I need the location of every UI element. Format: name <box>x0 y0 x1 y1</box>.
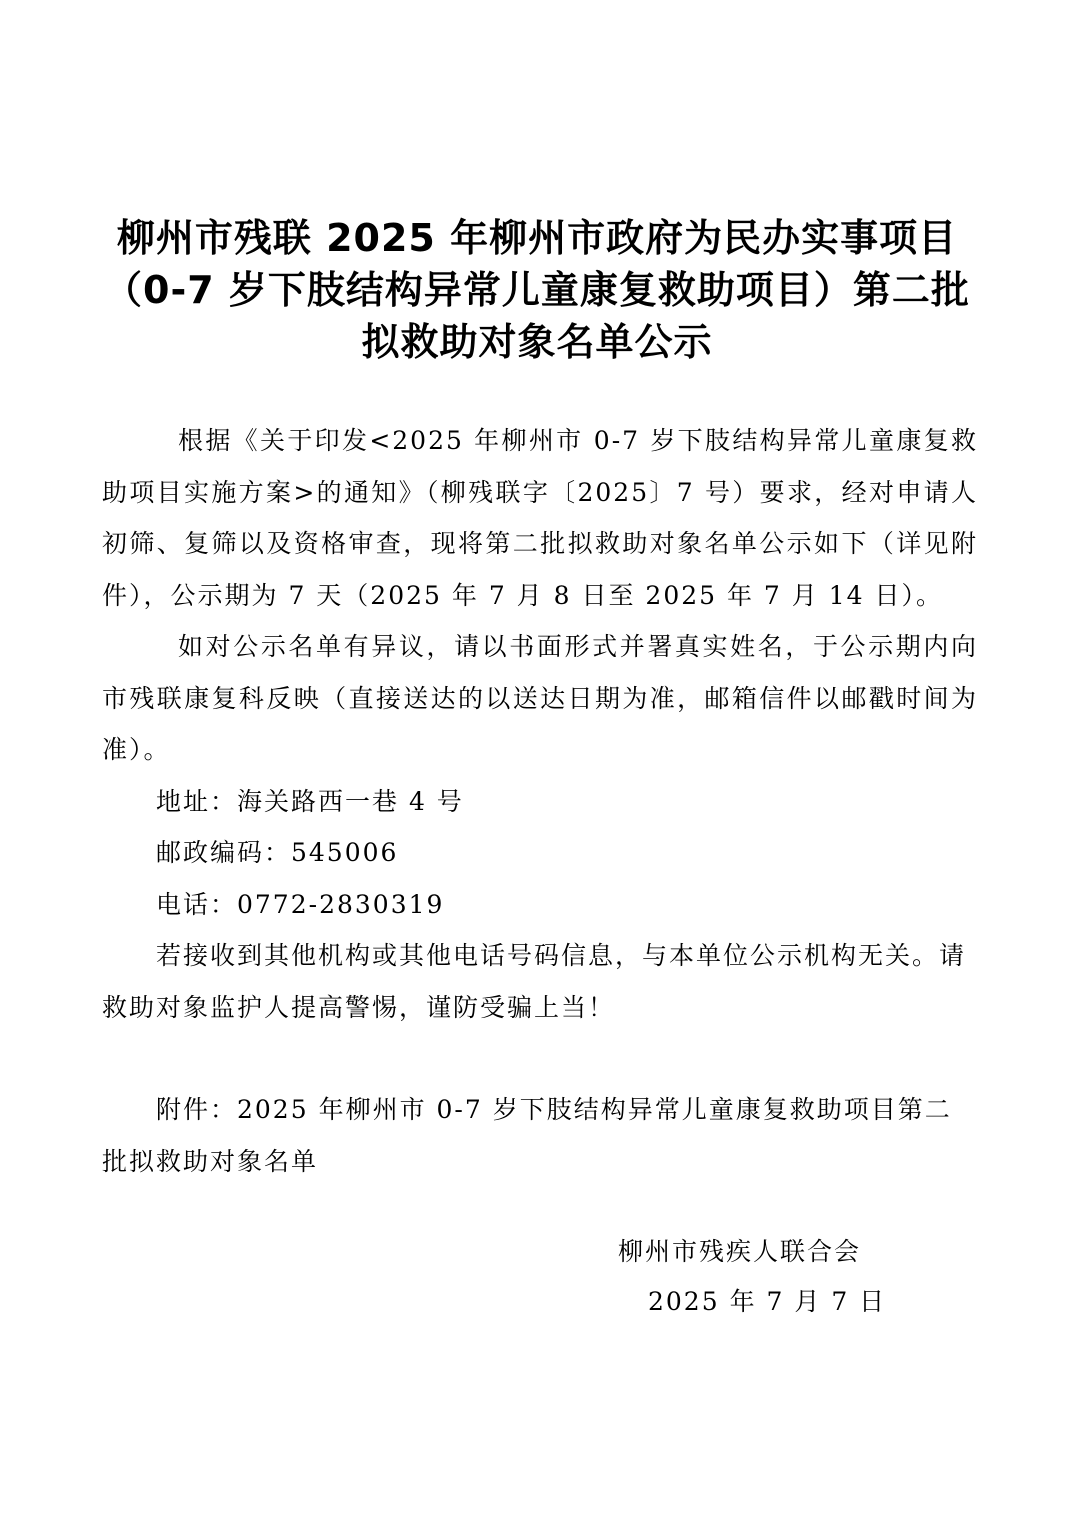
issuing-organization: 柳州市残疾人联合会 <box>618 1237 862 1266</box>
postcode-line: 邮政编码：545006 <box>156 838 399 867</box>
title-line-3: 拟救助对象名单公示 <box>361 320 713 364</box>
fraud-warning: 若接收到其他机构或其他电话号码信息，与本单位公示机构无关。请救助对象监护人提高警惕，谨防受骗上当！ <box>102 941 967 1022</box>
document-title <box>0 212 1074 368</box>
phone-line: 电话：0772-2830319 <box>156 889 445 919</box>
paragraph-objection: 如对公示名单有异议，请以书面形式并署真实姓名，于公示期内向市残联康复科反映（直接送达的以送达日期为准，邮箱信件以邮戳时间为准）。 <box>102 632 978 764</box>
issue-date: 2025 年 7 月 7 日 <box>648 1287 887 1316</box>
paragraph-basis: 根据《关于印发<2025 年柳州市 0-7 岁下肢结构异常儿童康复救助项目实施方案>的通知》（柳残联字〔2025〕7 号）要求，经对申请人初筛、复筛以及资格审查，现将第二批拟救助对象名单公示如下（详见附件），公示期为 7 天（2025 年 7 月 8 日至 2025 年 7 月 14 日）。 <box>102 426 978 610</box>
title-line-1: 柳州市残联 2025 年柳州市政府为民办实事项目 <box>116 216 958 260</box>
document-body <box>102 415 978 1187</box>
signature-block <box>600 1227 900 1327</box>
spacer <box>102 1033 978 1084</box>
attachment-note: 附件：2025 年柳州市 0-7 岁下肢结构异常儿童康复救助项目第二批拟救助对象名单 <box>102 1095 952 1176</box>
title-line-2: （0-7 岁下肢结构异常儿童康复救助项目）第二批 <box>104 268 970 312</box>
address-line: 地址：海关路西一巷 4 号 <box>156 786 464 816</box>
